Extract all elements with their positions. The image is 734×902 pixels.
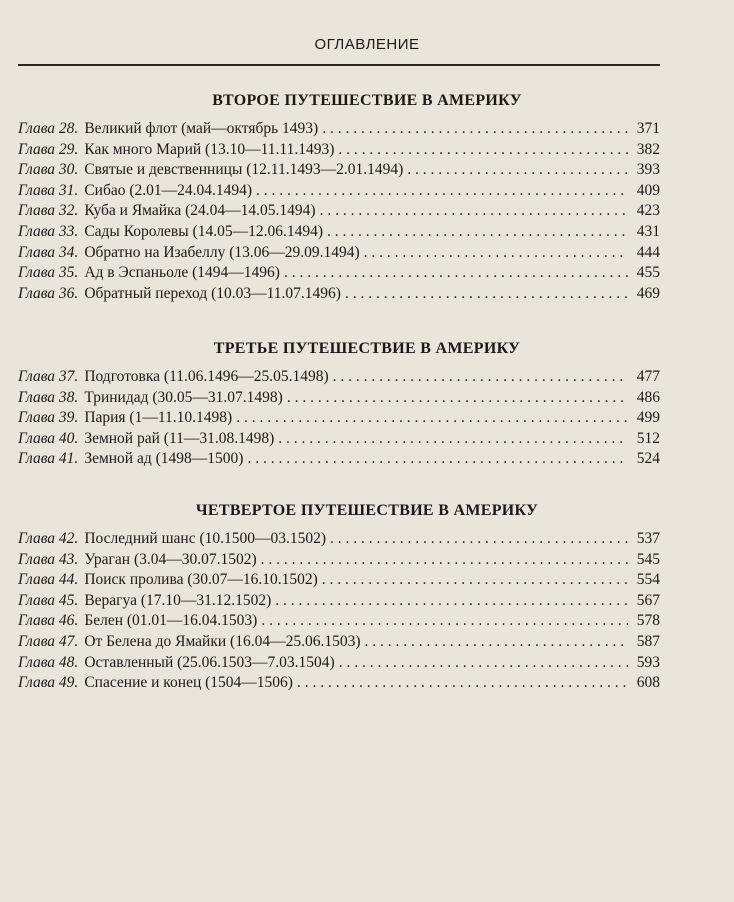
toc-entry bbox=[18, 368, 660, 389]
chapter-title: Куба и Ямайка (24.04—14.05.1494) bbox=[84, 202, 316, 220]
page-number: 499 bbox=[636, 409, 660, 427]
toc-entry bbox=[18, 202, 660, 223]
page-number: 537 bbox=[636, 530, 660, 547]
chapter-title: Подготовка (11.06.1496—25.05.1498) bbox=[84, 368, 329, 385]
toc-entry bbox=[18, 592, 660, 613]
header-rule bbox=[18, 64, 660, 66]
page-number: 371 bbox=[636, 120, 660, 137]
toc-list bbox=[18, 530, 660, 695]
chapter-number: Глава 37. bbox=[18, 368, 79, 385]
chapter-title: Пария (1—11.10.1498) bbox=[84, 409, 233, 427]
chapter-number: Глава 31. bbox=[18, 181, 79, 199]
page-number: 578 bbox=[636, 612, 660, 630]
page-number: 382 bbox=[636, 140, 660, 158]
dot-leader bbox=[333, 368, 628, 386]
dot-leader bbox=[320, 202, 628, 220]
chapter-title: Верагуа (17.10—31.12.1502) bbox=[84, 591, 272, 609]
dot-leader bbox=[338, 141, 628, 159]
section-title: ЧЕТВЕРТОЕ ПУТЕШЕСТВИЕ В АМЕРИКУ bbox=[195, 502, 539, 519]
dot-leader bbox=[278, 430, 628, 448]
chapter-number: Глава 35. bbox=[18, 264, 79, 282]
chapter-title: Святые и девственницы (12.11.1493—2.01.1494) bbox=[84, 161, 404, 179]
chapter-number: Глава 28. bbox=[18, 120, 79, 137]
dot-leader bbox=[284, 264, 628, 282]
chapter-number: Глава 34. bbox=[18, 243, 79, 261]
toc-entry bbox=[18, 141, 660, 162]
toc-list bbox=[18, 368, 660, 471]
chapter-title: Ад в Эспаньоле (1494—1496) bbox=[84, 264, 280, 282]
toc-entry bbox=[18, 244, 660, 265]
page-number: 477 bbox=[636, 368, 660, 385]
toc-entry bbox=[18, 120, 660, 141]
chapter-title: Поиск пролива (30.07—16.10.1502) bbox=[84, 571, 318, 589]
chapter-title: Обратный переход (10.03—11.07.1496) bbox=[84, 284, 341, 302]
chapter-title: Великий флот (май—октябрь 1493) bbox=[84, 120, 319, 137]
dot-leader bbox=[287, 389, 628, 407]
chapter-title: Последний шанс (10.1500—03.1502) bbox=[84, 530, 327, 547]
chapter-title: Как много Марий (13.10—11.11.1493) bbox=[84, 140, 335, 158]
page-number: 455 bbox=[636, 264, 660, 282]
page-number: 608 bbox=[636, 674, 660, 692]
chapter-title: Земной рай (11—31.08.1498) bbox=[84, 429, 275, 447]
toc-entry bbox=[18, 612, 660, 633]
toc-entry bbox=[18, 530, 660, 551]
toc-entry bbox=[18, 223, 660, 244]
page-number: 524 bbox=[636, 450, 660, 468]
dot-leader bbox=[345, 285, 628, 303]
page-number: 593 bbox=[636, 653, 660, 671]
dot-leader bbox=[261, 612, 628, 630]
toc-entry bbox=[18, 389, 660, 410]
page-header: ОГЛАВЛЕНИЕ bbox=[314, 36, 420, 53]
chapter-number: Глава 48. bbox=[18, 653, 79, 671]
chapter-number: Глава 42. bbox=[18, 530, 79, 547]
toc-entry bbox=[18, 450, 660, 471]
toc-entry bbox=[18, 654, 660, 675]
chapter-number: Глава 44. bbox=[18, 571, 79, 589]
page-number: 545 bbox=[636, 550, 660, 568]
chapter-number: Глава 30. bbox=[18, 161, 79, 179]
chapter-title: Сибао (2.01—24.04.1494) bbox=[84, 181, 253, 199]
toc-list bbox=[18, 120, 660, 305]
page-number: 554 bbox=[636, 571, 660, 589]
toc-entry bbox=[18, 182, 660, 203]
dot-leader bbox=[297, 674, 628, 692]
toc-entry bbox=[18, 430, 660, 451]
section-title: ВТОРОЕ ПУТЕШЕСТВИЕ В АМЕРИКУ bbox=[212, 92, 522, 109]
chapter-title: Ураган (3.04—30.07.1502) bbox=[84, 550, 257, 568]
chapter-number: Глава 29. bbox=[18, 140, 79, 158]
chapter-title: Сады Королевы (14.05—12.06.1494) bbox=[84, 222, 323, 240]
page-number: 567 bbox=[636, 591, 660, 609]
chapter-number: Глава 32. bbox=[18, 202, 79, 220]
section-title: ТРЕТЬЕ ПУТЕШЕСТВИЕ В АМЕРИКУ bbox=[213, 340, 521, 357]
toc-entry bbox=[18, 571, 660, 592]
toc-entry bbox=[18, 409, 660, 430]
chapter-number: Глава 43. bbox=[18, 550, 79, 568]
toc-entry bbox=[18, 551, 660, 572]
toc-entry bbox=[18, 161, 660, 182]
chapter-number: Глава 36. bbox=[18, 284, 79, 302]
toc-entry bbox=[18, 674, 660, 695]
dot-leader bbox=[322, 571, 628, 589]
toc-entry bbox=[18, 285, 660, 306]
chapter-number: Глава 41. bbox=[18, 450, 79, 468]
page-number: 409 bbox=[636, 181, 660, 199]
chapter-number: Глава 39. bbox=[18, 409, 79, 427]
chapter-number: Глава 33. bbox=[18, 222, 79, 240]
page-number: 444 bbox=[636, 243, 660, 261]
chapter-number: Глава 49. bbox=[18, 674, 79, 692]
chapter-title: Белен (01.01—16.04.1503) bbox=[84, 612, 258, 630]
chapter-title: Тринидад (30.05—31.07.1498) bbox=[84, 388, 283, 406]
chapter-number: Глава 47. bbox=[18, 632, 79, 650]
dot-leader bbox=[339, 654, 628, 672]
dot-leader bbox=[236, 409, 628, 427]
chapter-title: Обратно на Изабеллу (13.06—29.09.1494) bbox=[84, 243, 360, 261]
chapter-title: Оставленный (25.06.1503—7.03.1504) bbox=[84, 653, 335, 671]
page-number: 469 bbox=[636, 284, 660, 302]
page-number: 423 bbox=[636, 202, 660, 220]
page-number: 587 bbox=[636, 632, 660, 650]
dot-leader bbox=[322, 120, 628, 138]
dot-leader bbox=[364, 633, 628, 651]
dot-leader bbox=[364, 244, 628, 262]
toc-entry bbox=[18, 264, 660, 285]
chapter-number: Глава 45. bbox=[18, 591, 79, 609]
chapter-title: Спасение и конец (1504—1506) bbox=[84, 674, 293, 692]
chapter-title: Земной ад (1498—1500) bbox=[84, 450, 244, 468]
chapter-number: Глава 40. bbox=[18, 429, 79, 447]
chapter-title: От Белена до Ямайки (16.04—25.06.1503) bbox=[84, 632, 361, 650]
dot-leader bbox=[261, 551, 628, 569]
toc-entry bbox=[18, 633, 660, 654]
dot-leader bbox=[407, 161, 628, 179]
page-number: 393 bbox=[636, 161, 660, 179]
dot-leader bbox=[330, 530, 628, 548]
dot-leader bbox=[256, 182, 628, 200]
dot-leader bbox=[327, 223, 628, 241]
dot-leader bbox=[247, 450, 628, 468]
chapter-number: Глава 38. bbox=[18, 388, 79, 406]
page-number: 486 bbox=[636, 388, 660, 406]
dot-leader bbox=[275, 592, 628, 610]
page-number: 431 bbox=[636, 222, 660, 240]
page-number: 512 bbox=[636, 429, 660, 447]
chapter-number: Глава 46. bbox=[18, 612, 79, 630]
